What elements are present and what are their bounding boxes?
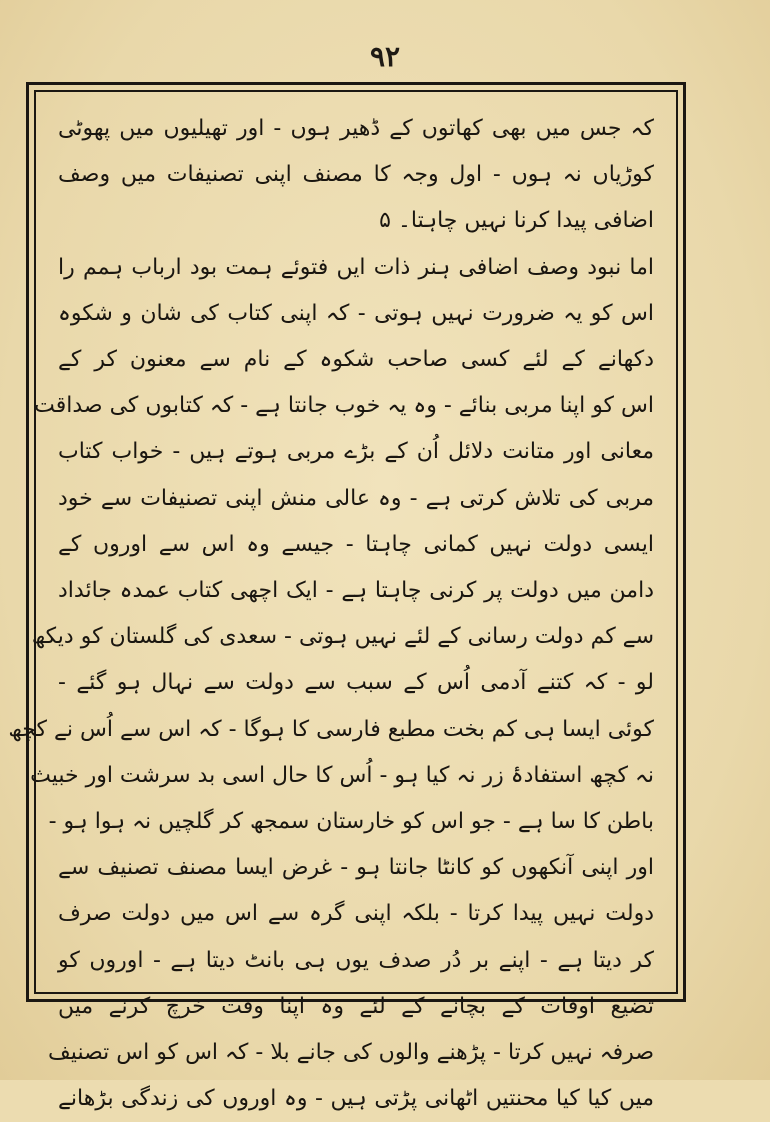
text-line: کر دیتا ہے - اپنے بر دُر صدف یوں ہی بانٹ دیتا ہے - اوروں کو (58, 947, 654, 973)
text-line: اما نبود وصف اضافی ہنر ذات ایں فتوئے ہمت بود ارباب ہمم را (58, 254, 654, 280)
text-line: اور اپنی آنکھوں کو کانٹا جانتا ہو - غرض ایسا مصنف تصنیف سے (58, 855, 654, 881)
text-line: کوڑیاں نہ ہوں - اول وجہ کا مصنف اپنی تصنیفات میں وصف (58, 162, 654, 188)
text-line: ایسی دولت نہیں کمانی چاہتا - جیسے وہ اس سے اوروں کے (58, 531, 654, 557)
text-line: باطن کا سا ہے - جو اس کو خارستان سمجھ کر گلچیں نہ ہوا ہو - (48, 809, 654, 835)
text-line: اضافی پیدا کرنا نہیں چاہتا۔ ۵ (379, 208, 654, 234)
text-line: مربی کی تلاش کرتی ہے - وہ عالی منش اپنی تصنیفات سے خود (58, 485, 654, 511)
text-line: معانی اور متانت دلائل اُن کے بڑے مربی ہوتے ہیں - خواب کتاب (58, 439, 654, 465)
text-line: کہ جس میں بھی کھاتوں کے ڈھیر ہوں - اور تھیلیوں میں پھوٹی (58, 116, 654, 141)
text-line: دولت نہیں پیدا کرتا - بلکہ اپنی گرہ سے اس میں دولت صرف (58, 901, 654, 927)
urdu-text-body (8, 106, 654, 1122)
text-line: دکھانے کے لئے کسی صاحب شکوہ کے نام سے معنون کر کے (58, 347, 654, 373)
text-line: اس کو یہ ضرورت نہیں ہوتی - کہ اپنی کتاب کی شان و شکوہ (58, 300, 654, 326)
page-number: ۹۲ (369, 40, 401, 73)
text-frame (8, 90, 678, 1112)
text-line: میں کیا کیا محنتیں اٹھانی پڑتی ہیں - وہ اوروں کی زندگی بڑھانے (58, 1086, 654, 1112)
text-line: لو - کہ کتنے آدمی اُس کے سبب سے دولت سے نہال ہو گئے - (58, 670, 654, 696)
text-line: تضیع اوقات کے بچانے کے لئے وہ اپنا وقت خرچ کرنے میں (58, 993, 654, 1019)
text-line: اس کو اپنا مربی بنائے - وہ یہ خوب جانتا ہے - کہ کتابوں کی صداقت (34, 393, 654, 419)
text-line: صرفہ نہیں کرتا - پڑھنے والوں کی جانے بلا - کہ اس کو اس تصنیف (48, 1040, 654, 1066)
text-line: نہ کچھ استفادۂ زر نہ کیا ہو - اُس کا حال اسی بد سرشت اور خبیث (30, 762, 654, 788)
text-line: سے کم دولت رسانی کے لئے نہیں ہوتی - سعدی کی گلستان کو دیکھ (31, 624, 654, 650)
text-line: کوئی ایسا ہی کم بخت مطبع فارسی کا ہوگا - کہ اس سے اُس نے کچھ (8, 716, 654, 742)
text-line: دامن میں دولت پر کرنی چاہتا ہے - ایک اچھی کتاب عمدہ جائداد (58, 578, 654, 604)
